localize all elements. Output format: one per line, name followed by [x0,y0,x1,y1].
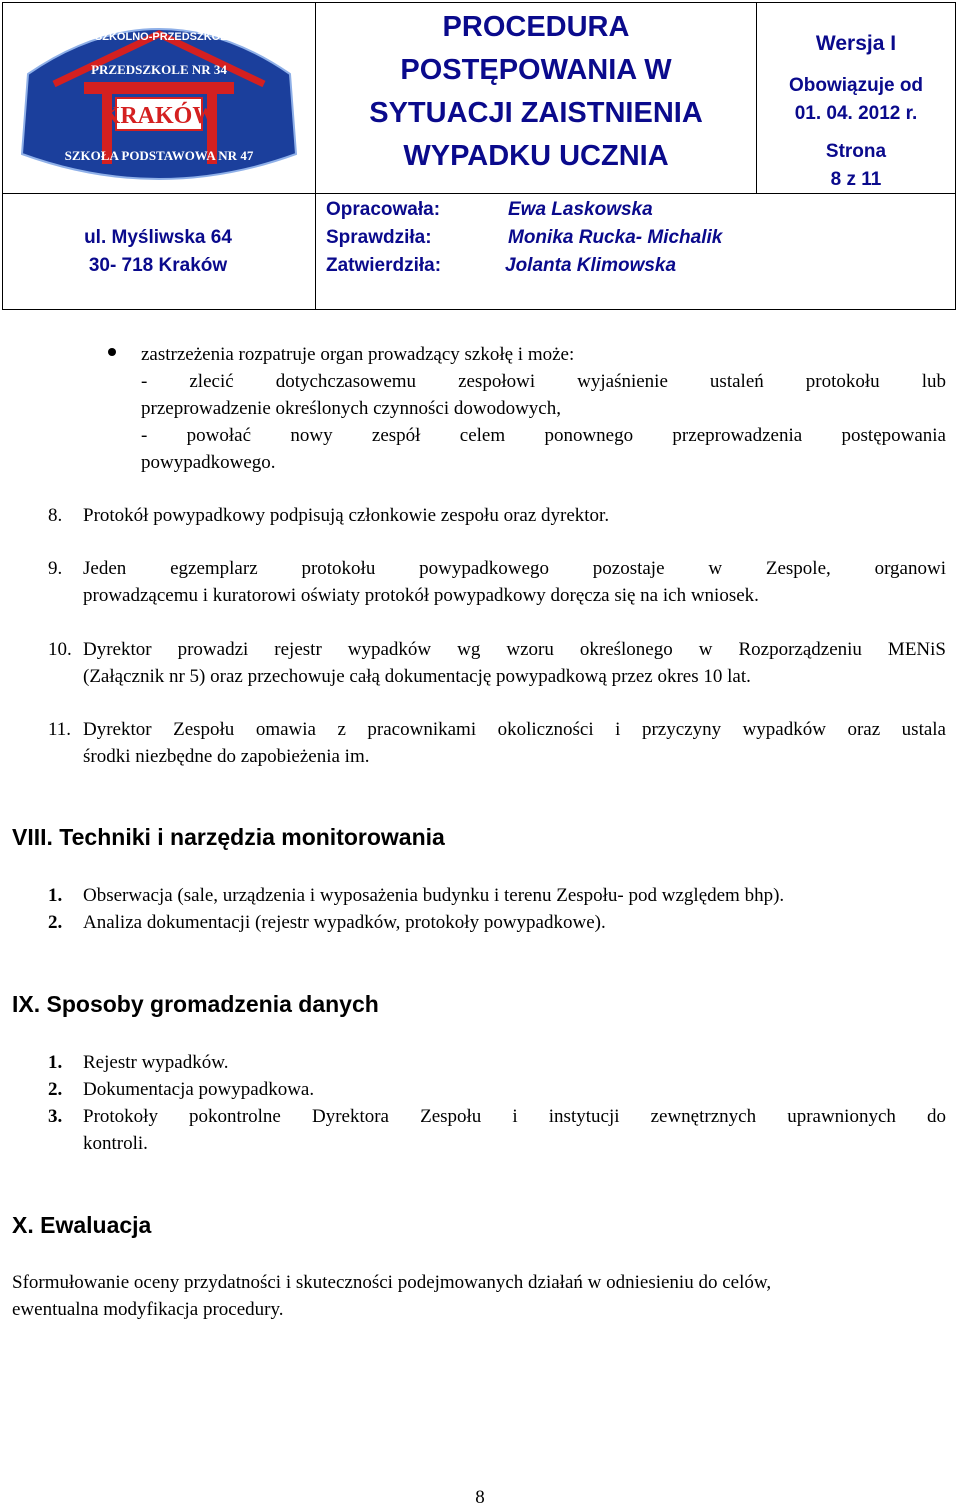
section-heading-x: X. Ewaluacja [12,1212,152,1238]
logo-text-kindergarten: PRZEDSZKOLE NR 34 [91,62,227,77]
item-number: 11. [48,719,72,740]
item-text [83,555,946,609]
school-address [2,224,314,280]
item-number: 10. [48,639,72,660]
item-line: (Załącznik nr 5) oraz przechowuje całą dokumentację powypadkową przez okres 10 lat. [83,666,751,687]
address-city: 30- 718 Kraków [88,255,228,276]
item-line: środki niezbędne do zapobieżenia im. [83,746,370,767]
item-number: 2. [48,912,63,933]
item-number: 1. [48,885,63,906]
item-line: prowadzącemu i kuratorowi oświaty protokół powypadkowy doręcza się na ich wniosek. [83,585,759,606]
item-text: Dokumentacja powypadkowa. [83,1079,315,1100]
item-number: 8. [48,505,63,526]
evaluation-line: ewentualna modyfikacja procedury. [12,1299,284,1320]
bullet-line: zastrzeżenia rozpatruje organ prowadzący szkołę i może: [141,344,575,365]
address-street: ul. Myśliwska 64 [84,227,232,248]
page-info [756,138,956,194]
checked-name: Monika Rucka- Michalik [508,227,723,248]
item-number: 2. [48,1079,63,1100]
item-line: Dyrektor prowadzi rejestr wypadków wg wzoru określonego w Rozporządzeniu MENiS [83,639,946,660]
bullet-line: powypadkowego. [141,452,276,473]
section-heading-ix: IX. Sposoby gromadzenia danych [12,991,379,1017]
school-logo [14,4,304,188]
section-heading-viii: VIII. Techniki i narzędzia monitorowania [12,824,445,850]
title-line: WYPADKU UCZNIA [403,140,669,172]
item-line: Jeden egzemplarz protokołu powypadkowego pozostaje w Zespole, organowi [83,558,946,579]
valid-from [756,72,956,128]
item-text: Protokół powypadkowy podpisują członkowie zespołu oraz dyrektor. [83,505,610,526]
item-line: Dyrektor Zespołu omawia z pracownikami okoliczności i przyczyny wypadków oraz ustala [83,719,946,740]
prepared-label: Opracowała: [326,199,441,220]
valid-from-date: 01. 04. 2012 r. [794,103,918,124]
page-value: 8 z 11 [830,169,882,190]
valid-from-label: Obowiązuje od [788,75,924,96]
item-text: Rejestr wypadków. [83,1052,229,1073]
logo-text-top: ZESPÓŁ SZKOLNO-PRZEDSZKOLNY NR 1 [47,31,271,43]
page-number: 8 [475,1487,485,1508]
evaluation-line: Sformułowanie oceny przydatności i skuteczności podejmowanych działań w odniesieniu do celów, [12,1272,772,1293]
item-number: 9. [48,558,63,579]
evaluation-text [12,1269,946,1323]
item-text [83,1103,946,1157]
version-label: Wersja I [815,32,897,55]
item-text [83,716,946,770]
approved-label: Zatwierdziła: [326,255,442,276]
item-number: 3. [48,1106,63,1127]
title-line: POSTĘPOWANIA W [400,54,672,86]
bullet-line: przeprowadzenie określonych czynności dowodowych, [141,398,561,419]
prepared-name: Ewa Laskowska [508,199,653,220]
item-line: Protokoły pokontrolne Dyrektora Zespołu i instytucji zewnętrznych uprawnionych do [83,1106,946,1127]
logo-text-city: KRAKÓW [101,103,217,129]
item-number: 1. [48,1052,63,1073]
item-line: kontroli. [83,1133,148,1154]
checked-label: Sprawdziła: [326,227,432,248]
item-text [83,636,946,690]
logo-text-school: SZKOŁA PODSTAWOWA NR 47 [64,148,254,163]
procedure-title [316,6,756,178]
approved-name: Jolanta Klimowska [505,255,677,276]
bullet-dot [108,348,116,356]
title-line: SYTUACJI ZAISTNIENIA [369,97,703,129]
bullet-line: - powołać nowy zespół celem ponownego przeprowadzenia postępowania [141,425,946,446]
bullet-line: - zlecić dotychczasowemu zespołowi wyjaśnienie ustaleń protokołu lub [141,371,946,392]
item-text: Obserwacja (sale, urządzenia i wyposażenia budynku i terenu Zespołu- pod względem bhp). [83,885,785,906]
page-label: Strona [825,141,887,162]
item-text: Analiza dokumentacji (rejestr wypadków, protokoły powypadkowe). [83,912,606,933]
objection-bullet [141,341,946,476]
title-line: PROCEDURA [442,11,630,43]
